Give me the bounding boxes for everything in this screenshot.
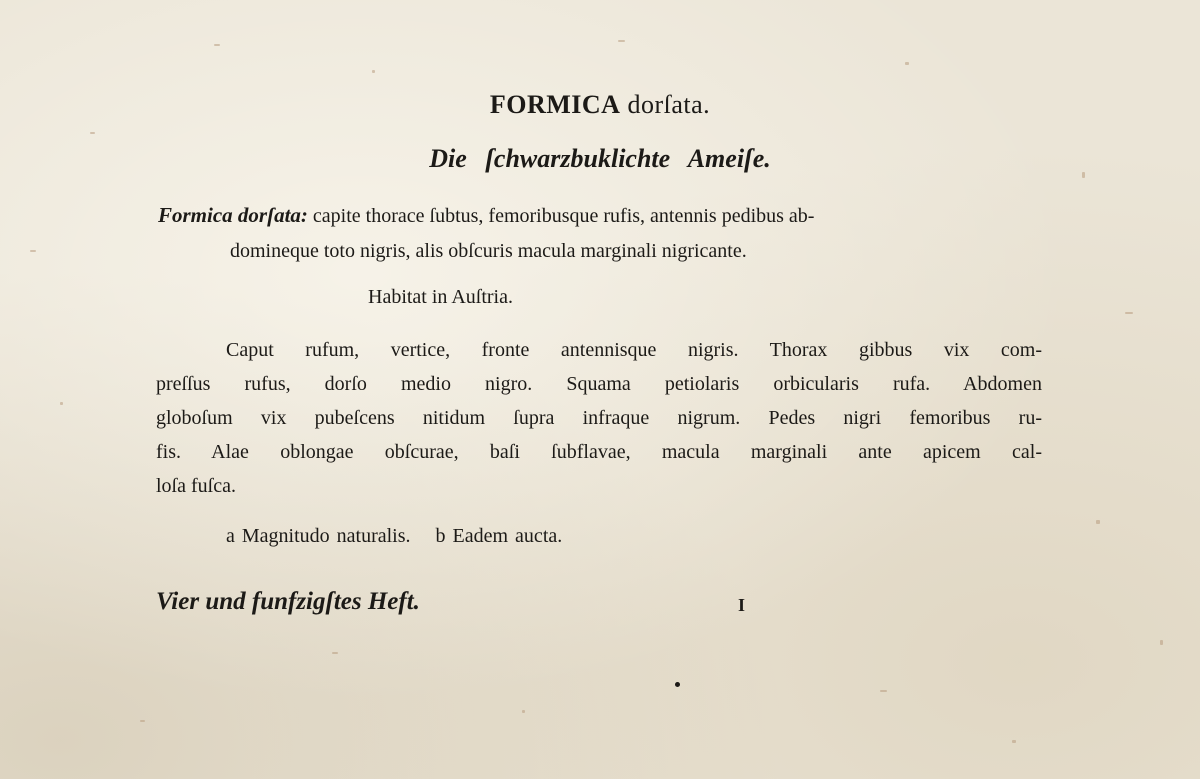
paper-fleck (60, 402, 63, 405)
caption-a: a Magnitudo naturalis. (226, 525, 411, 547)
paper-fleck (880, 690, 887, 692)
paper-fleck (90, 132, 95, 134)
paper-fleck (30, 250, 36, 252)
common-name-subtitle: Die ſchwarzbuklichte Ameiſe. (429, 144, 771, 173)
description-line: globoſum vix pubeſcens nitidum ſupra infraque nigrum. Pedes nigri femoribus ru- (156, 407, 1042, 429)
title-species: dorſata. (627, 90, 711, 119)
paper-fleck (1012, 740, 1016, 743)
paper-fleck (1096, 520, 1100, 524)
diagnosis-text-1: capite thorace ſubtus, femoribusque rufis, antennis pedibus ab- (312, 205, 815, 227)
habitat-line: Habitat in Auſtria. (368, 286, 513, 308)
paper-fleck (140, 720, 145, 722)
figure-caption (226, 525, 562, 548)
paper-fleck (618, 40, 625, 42)
description-line: Caput rufum, vertice, fronte antennisque nigris. Thorax gibbus vix com- (226, 339, 1042, 361)
species-diagnosis (158, 198, 1048, 269)
page-title (0, 90, 1200, 120)
paper-fleck (522, 710, 525, 713)
title-genus: FORMICA (489, 90, 621, 119)
caption-b: b Eadem aucta. (435, 525, 563, 547)
diagnosis-line-2: domineque toto nigris, alis obſcuris macula marginali nigricante. (230, 240, 747, 262)
paper-fleck (1160, 640, 1163, 645)
paper-fleck (905, 62, 909, 65)
description-line: fis. Alae oblongae obſcurae, baſi ſubflavae, macula marginali ante apicem cal- (156, 441, 1042, 463)
ink-dot (675, 682, 680, 687)
paper-fleck (372, 70, 375, 73)
description-line: preſſus rufus, dorſo medio nigro. Squama petiolaris orbicularis rufa. Abdomen (156, 373, 1042, 395)
diagnosis-species-name: Formica dorſata: (158, 203, 308, 227)
issue-footer: Vier und funfzigſtes Heft. (156, 588, 420, 615)
description-line: loſa fuſca. (156, 475, 236, 497)
paper-fleck (332, 652, 338, 654)
signature-mark: I (738, 595, 746, 615)
diagnosis-line-1 (158, 198, 1048, 234)
paper-fleck (214, 44, 220, 46)
species-description (156, 333, 1042, 503)
paper-fleck (1125, 312, 1133, 314)
